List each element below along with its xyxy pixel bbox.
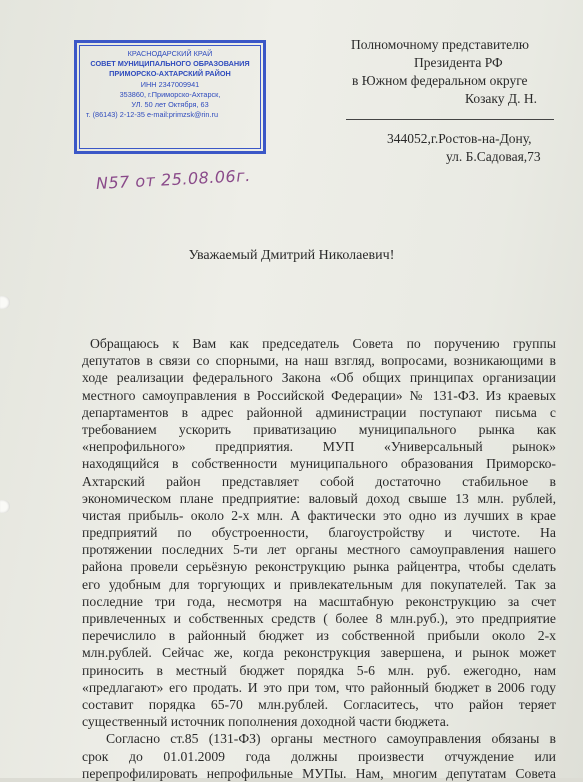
body-line: приносить в местный бюджет порядка 5-6 млн. руб. ежегодно, нам <box>82 662 556 678</box>
body-line: находящийся в собственности муниципального образования Приморско- <box>82 456 556 472</box>
body-line: Согласно ст.85 (131-ФЗ) органы местного самоуправления обязаны в <box>106 731 556 747</box>
handwritten-reference: N57 от 25.08.06г. <box>95 165 252 193</box>
body-line: «непрофильного» предприятия. МУП «Универсальный рынок» <box>82 439 556 455</box>
body-line: департаментов в адрес районной администрации поступают письма с <box>82 404 556 420</box>
letter-body <box>82 335 556 782</box>
body-line: существенный источник пополнения доходной части бюджета. <box>82 714 450 730</box>
stamp-line: 353860, г.Приморско-Ахтарск, <box>119 89 221 99</box>
body-line: привлеченных и собственных средств ( более 8 млн.руб.), это предприятие <box>82 611 556 626</box>
body-line: предприятий по обустроенности, благоустройству и чистоте. На <box>82 525 556 541</box>
addressee-line: Козаку Д. Н. <box>465 91 537 106</box>
body-line: его удобным для торгующих и привлекательным для покупателей. Так за <box>82 576 556 592</box>
body-line: составит порядка 65-70 млн.рублей. Согласитесь, что район теряет <box>82 696 556 712</box>
addressee-line: в Южном федеральном округе <box>352 73 528 88</box>
body-line: района провели серьёзную реконструкцию рынка райцентра, чтобы сделать <box>82 559 556 575</box>
body-line: протяжении последних 5-ти лет органы местного самоуправления нашего <box>82 542 556 558</box>
body-line: перепрофилировать непрофильные МУПы. Нам, многим депутатам Совета <box>82 765 556 781</box>
greeting: Уважаемый Дмитрий Николаевич! <box>188 248 395 263</box>
body-line: «предлагают» его продать. И это при том, что районный бюджет в 2006 году <box>82 679 556 695</box>
stamp-line: ПРИМОРСКО-АХТАРСКИЙ РАЙОН <box>109 69 231 79</box>
body-line: депутатов в связи со спорными, на наш взгляд, вопросами, возникающими в <box>82 353 556 369</box>
addressee-line: Президента РФ <box>414 55 503 70</box>
body-line: перечислило в районный бюджет из собственной прибыли около 2-х <box>82 628 556 644</box>
body-line: последние три года, несмотря на масштабную реконструкцию за счет <box>82 593 556 609</box>
body-line: ходе реализации федерального Закона «Об общих принципах организации <box>82 370 556 386</box>
body-line: требованием ускорить приватизацию муниципального рынка как <box>82 421 556 437</box>
stamp-line: КРАСНОДАРСКИЙ КРАЙ <box>127 49 213 58</box>
body-line: местного самоуправления в Российской Федерации» № 131-ФЗ. Из краевых <box>82 387 556 403</box>
body-line: Обращаюсь к Вам как председатель Совета по поручению группы <box>90 336 556 351</box>
stamp-line: УЛ. 50 лет Октября, 63 <box>131 100 209 110</box>
addressee-line: Полномочному представителю <box>351 37 529 52</box>
council-stamp <box>74 40 266 154</box>
address-line: 344052,г.Ростов-на-Дону, <box>387 131 532 146</box>
body-line: срок до 01.01.2009 года должны произвести отчуждение или <box>82 748 556 764</box>
divider <box>346 119 554 120</box>
stamp-line: ИНН 2347009941 <box>140 79 200 89</box>
body-line: чистая прибыль- около 2-х млн. А фактически это одно из лучших в крае <box>82 507 556 523</box>
stamp-line: СОВЕТ МУНИЦИПАЛЬНОГО ОБРАЗОВАНИЯ <box>90 59 250 69</box>
body-line: экономическом плане предприятие: валовый доход свыше 13 млн. рублей, <box>82 490 556 506</box>
punch-hole <box>0 500 10 513</box>
address-line: ул. Б.Садовая,73 <box>446 149 541 164</box>
punch-hole <box>0 296 10 309</box>
stamp-line: т. (86143) 2-12-35 e-mail:primzsk@rin.ru <box>86 110 219 120</box>
body-line: млн.рублей. Сейчас же, когда реконструкция завершена, и рынок может <box>82 645 556 661</box>
body-line: Ахтарский район представляет собой достаточно стабильное в <box>82 473 556 489</box>
